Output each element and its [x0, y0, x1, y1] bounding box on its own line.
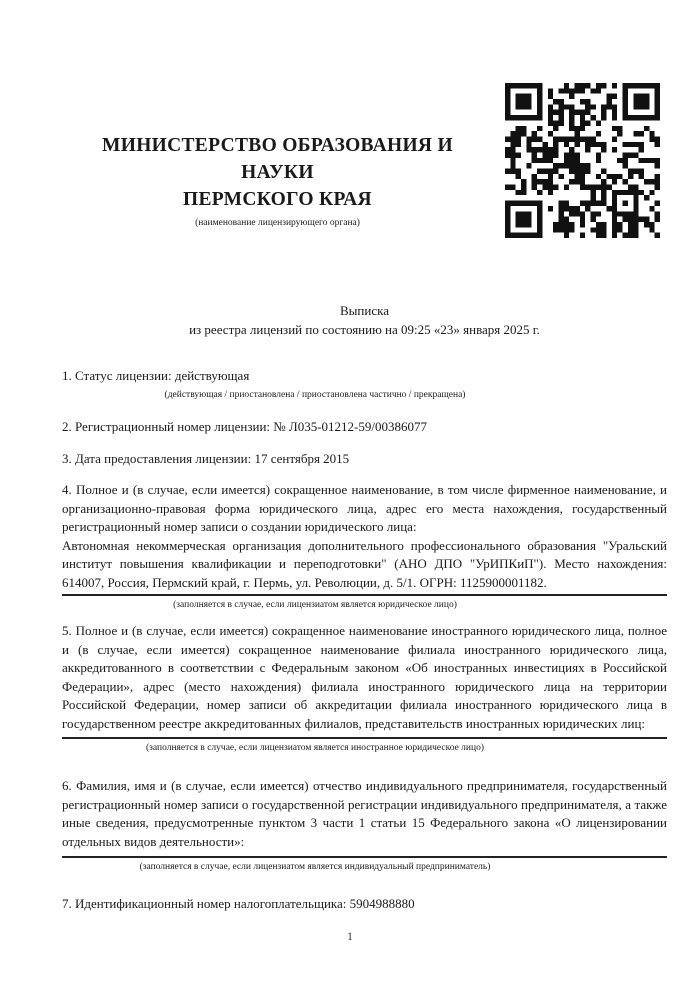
item-5-field-rule	[62, 737, 667, 739]
ministry-name-line2: ПЕРМСКОГО КРАЯ	[183, 189, 372, 210]
item-6-text: 6. Фамилия, имя и (в случае, если имеется) отчество индивидуального предпринимателя, государственный регистрационный номер записи о государственной регистрации индивидуального предпринимателя, а также иные сведения, предусмотренные пунктом 3 части 1 статьи 15 Федерального закона «О лицензировании отдельных видов деятельности»:	[62, 778, 667, 849]
item-3-license-date	[62, 450, 667, 469]
item-5-foreign-entity	[62, 622, 667, 754]
item-6-caption: (заполняется в случае, если лицензиатом является индивидуальный предприниматель)	[139, 862, 491, 872]
item-4-value: Автономная некоммерческая организация дополнительного профессионального образования "Уральский институт повышения квалификации и переподготовки" (АНО ДПО "УрИПКиП"). Место нахождения: 614007, Россия, Пермский край, г. Пермь, ул. Революции, д. 5/1. ОГРН: 1125900001182.	[62, 537, 667, 590]
item-5-text: 5. Полное и (в случае, если имеется) сокращенное наименование иностранного юридического лица, полное и (в случае, если имеется) сокращенное наименование филиала иностранного юридического лица, аккредитованного в соответствии с Федеральным законом «Об иностранных инвестициях в Российской Федерации», адрес (место нахождения) филиала иностранного юридического лица на территории Российской Федерации, номер записи об аккредитации филиала иностранного юридического лица в государственном реестре аккредитованных филиалов, представительств иностранных юридических лиц:	[62, 623, 667, 731]
item-7-text: 7. Идентификационный номер налогоплательщика: 5904988880	[62, 896, 415, 911]
ministry-name-caption: (наименование лицензирующего органа)	[195, 218, 360, 228]
page-number: 1	[347, 931, 353, 943]
ministry-name-line1: МИНИСТЕРСТВО ОБРАЗОВАНИЯ И НАУКИ	[102, 135, 453, 183]
item-3-text: 3. Дата предоставления лицензии: 17 сентября 2015	[62, 451, 350, 466]
item-6-individual-entrepreneur	[62, 777, 667, 873]
document-title-line2: из реестра лицензий по состоянию на 09:25 «23» января 2025 г.	[189, 322, 540, 337]
ministry-header	[66, 132, 489, 229]
document-title	[62, 301, 667, 339]
item-4-caption: (заполняется в случае, если лицензиатом является юридическое лицо)	[173, 600, 457, 610]
item-4-field-rule	[62, 594, 667, 596]
item-1-caption: (действующая / приостановлена / приостановлена частично / прекращена)	[164, 389, 466, 400]
item-1-text: 1. Статус лицензии: действующая	[62, 368, 250, 383]
item-5-caption: (заполняется в случае, если лицензиатом является иностранное юридическое лицо)	[146, 743, 484, 753]
item-4-text: 4. Полное и (в случае, если имеется) сокращенное наименование, в том числе фирменное наименование, и организационно-правовая форма юридического лица, адрес его места нахождения, государственный регистрационный номер записи о создании юридического лица:	[62, 482, 667, 534]
item-4-legal-entity	[62, 481, 667, 611]
item-6-field-rule	[62, 856, 667, 858]
item-2-registration-number	[62, 418, 667, 437]
qr-code-icon	[505, 83, 660, 238]
item-1-license-status	[62, 367, 667, 401]
item-2-text: 2. Регистрационный номер лицензии: № Л035-01212-59/00386077	[62, 419, 428, 434]
item-7-taxpayer-number	[62, 895, 667, 914]
document-title-line1: Выписка	[340, 303, 389, 318]
